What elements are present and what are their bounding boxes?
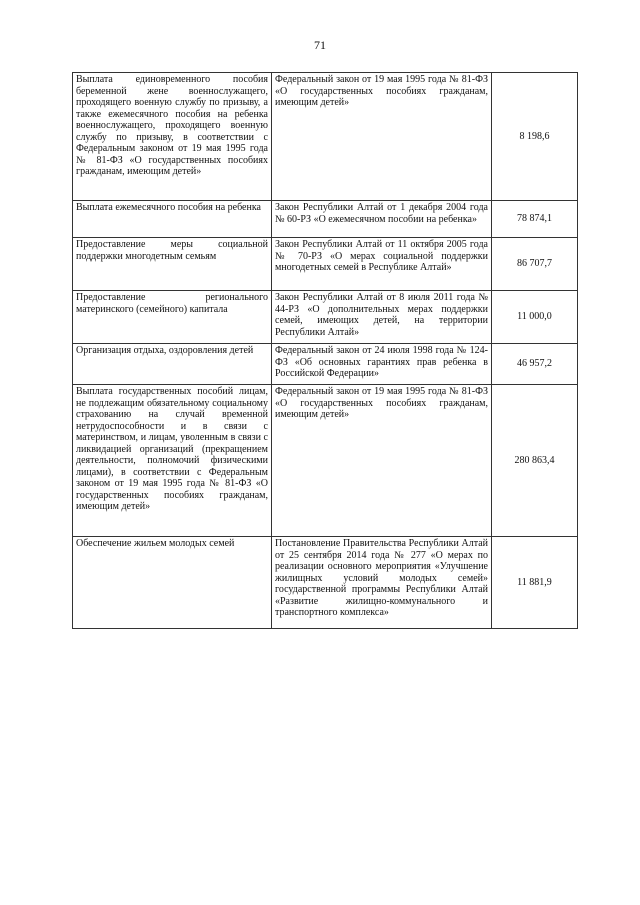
row-name-cell: Предоставление регионального материнского (семейного) капитала: [73, 291, 272, 344]
row-law-cell: Федеральный закон от 19 мая 1995 года № 81-ФЗ «О государственных пособиях гражданам, имеющим детей»: [272, 385, 492, 537]
row-amount-cell: 78 874,1: [492, 201, 578, 238]
page-number: 71: [314, 38, 326, 52]
row-amount-cell: 8 198,6: [492, 73, 578, 201]
row-name-cell: Обеспечение жильем молодых семей: [73, 537, 272, 629]
row-amount-cell: 11 881,9: [492, 537, 578, 629]
table-row: [73, 344, 578, 385]
row-amount-cell: 86 707,7: [492, 238, 578, 291]
row-name-cell: Предоставление меры социальной поддержки многодетным семьям: [73, 238, 272, 291]
table-row: [73, 238, 578, 291]
budget-table: [72, 72, 578, 629]
row-law-cell: Закон Республики Алтай от 8 июля 2011 года № 44-РЗ «О дополнительных мерах поддержки семей, имеющих детей, на территории Республики Алтай»: [272, 291, 492, 344]
row-law-cell: Федеральный закон от 19 мая 1995 года № 81-ФЗ «О государственных пособиях гражданам, имеющим детей»: [272, 73, 492, 201]
row-law-cell: Федеральный закон от 24 июля 1998 года № 124-ФЗ «Об основных гарантиях прав ребенка в Российской Федерации»: [272, 344, 492, 385]
table-row: [73, 291, 578, 344]
table-row: [73, 73, 578, 201]
row-name-cell: Выплата ежемесячного пособия на ребенка: [73, 201, 272, 238]
row-name-cell: Выплата единовременного пособия беременной жене военнослужащего, проходящего военную службу по призыву, а также ежемесячного пособия на ребенка военнослужащего, проходящего военную службу по призыву, в соответствии с Федеральным законом от 19 мая 1995 года № 81-ФЗ «О государственных пособиях гражданам, имеющим детей»: [73, 73, 272, 201]
row-law-cell: Закон Республики Алтай от 11 октября 2005 года № 70-РЗ «О мерах социальной поддержки многодетных семей в Республике Алтай»: [272, 238, 492, 291]
row-amount-cell: 46 957,2: [492, 344, 578, 385]
row-law-cell: Закон Республики Алтай от 1 декабря 2004 года № 60-РЗ «О ежемесячном пособии на ребенка»: [272, 201, 492, 238]
row-law-cell: Постановление Правительства Республики Алтай от 25 сентября 2014 года № 277 «О мерах по реализации основного мероприятия «Улучшение жилищных условий молодых семей» государственной программы Республики Алтай «Развитие жилищно-коммунального и транспортного комплекса»: [272, 537, 492, 629]
row-name-cell: Выплата государственных пособий лицам, не подлежащим обязательному социальному страхованию на случай временной нетрудоспособности и в связи с материнством, и лицам, уволенным в связи с ликвидацией организаций (прекращением деятельности, полномочий физическими лицами), в соответствии с Федеральным законом от 19 мая 1995 года № 81-ФЗ «О государственных пособиях гражданам, имеющим детей»: [73, 385, 272, 537]
row-amount-cell: 11 000,0: [492, 291, 578, 344]
row-name-cell: Организация отдыха, оздоровления детей: [73, 344, 272, 385]
table-row: [73, 385, 578, 537]
row-amount-cell: 280 863,4: [492, 385, 578, 537]
table-row: [73, 537, 578, 629]
table-row: [73, 201, 578, 238]
